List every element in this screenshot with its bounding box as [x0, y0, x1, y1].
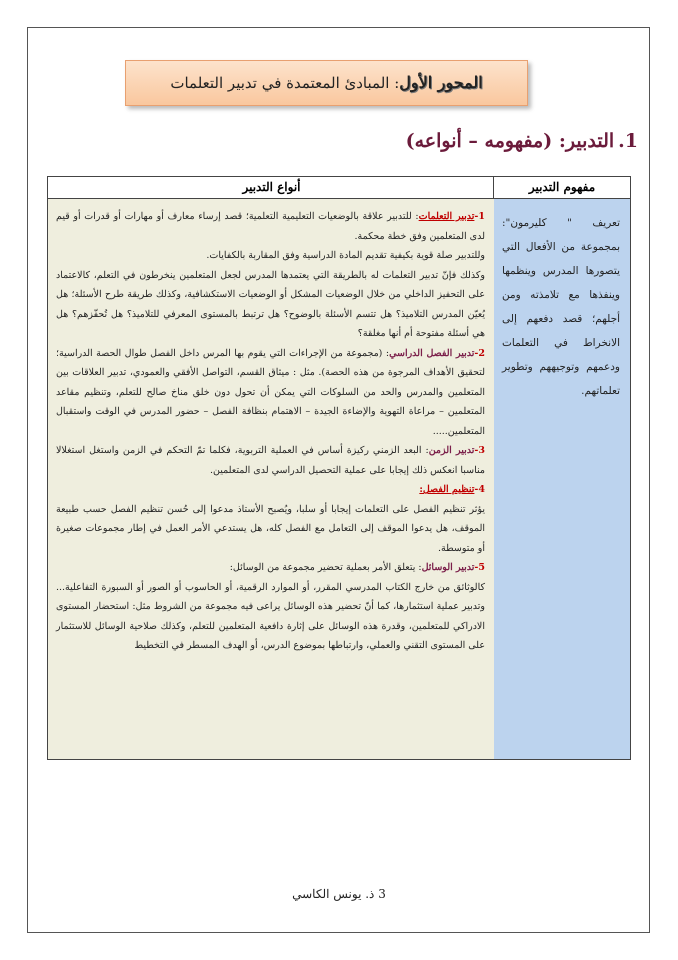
type-1: [56, 207, 485, 246]
content-table: [47, 176, 631, 760]
type-5: [56, 558, 485, 578]
axis-title: المبادئ المعتمدة في تدبير التعلمات: [170, 74, 390, 92]
type-3-number: 3-: [474, 445, 485, 456]
type-2-title: تدبير الفصل الدراسي: [389, 347, 475, 359]
type-3-text: : البعد الزمني ركيزة أساس في العملية التربوية، فكلما تمّ التحكم في الزمن واستغل استغلالا مناسبا انعكس ذلك إيجابا على عملية التحصيل الدراسي لدى المتعلمين.: [56, 445, 485, 476]
type-2-text: : (مجموعة من الإجراءات التي يقوم بها المرس داخل الفصل طوال الحصة الدراسية؛ لتحقيق الأهداف المرجوة من هذه الحصة). مثل : ميثاق القسم، التواصل الأفقي والعمودي، تدبير العلاقات بين المتعلمين والمدرس والحد من السلوكات التي يمكن أن تحول دون خلق مناخ صالح للتعلم، وتنظيم مقاعد المتعلمين – مراعاة التهوية والإضاءة الجيدة – الاهتمام بنظافة الفصل – حضور المدرس في الوقت واستقبال المتعلمين.....: [56, 347, 485, 437]
type-1-text: : للتدبير علاقة بالوضعيات التعليمية التعلمية؛ قصد إرساء معارف أو مهارات أو قدرات أو قيم لدى المتعلمين وفق خطة محكمة.: [56, 211, 485, 242]
footer-author: ذ. يونس الكاسي: [292, 887, 375, 901]
type-2-number: 2-: [474, 347, 485, 359]
page-number: 3: [378, 887, 386, 901]
types-cell: [48, 199, 494, 759]
type-2: [56, 344, 485, 442]
type-5-text: : يتعلق الأمر بعملية تحضير مجموعة من الوسائل:: [229, 562, 422, 573]
type-1-paragraph-2: وللتدبير صلة قوية بكيفية تقديم المادة الدراسية وفق المقاربة بالكفايات.: [206, 250, 485, 261]
type-4: [56, 480, 485, 500]
type-1-title: تدبير التعلمات: [418, 211, 475, 222]
section-heading: [406, 130, 638, 152]
concept-cell: تعريف " كليرمون": بمجموعة من الأفعال التي يتصورها المدرس وينظمها وينفذها مع تلامذته ومن أجلهم؛ قصد دفعهم إلى الانخراط في التعلمات ودعمهم وتوجيههم وتطوير تعلماتهم.: [493, 199, 630, 759]
axis-label: المحور الأول: [399, 73, 483, 92]
section-title: التدبير: (مفهومه – أنواعه): [405, 130, 615, 152]
type-4-text: يؤثر تنظيم الفصل على التعلمات إيجابا أو سلبا، ويُصبح الأستاذ مدعوا إلى حُسن تنظيم الفصل حسب طبيعة الموقف، هل يدعوا الموقف إلى التعامل مع الفصل كله، هل يستدعي الأمر العمل في إطار مجموعات صغيرة أو متوسطة.: [56, 503, 485, 554]
axis-banner: [125, 60, 528, 106]
page-footer: [0, 887, 678, 901]
type-4-number: 4-: [474, 484, 485, 495]
type-3: [56, 441, 485, 480]
type-5-title: تدبير الوسائل: [421, 562, 475, 573]
type-1-number: 1-: [474, 211, 485, 222]
type-3-title: تدبير الزمن: [428, 445, 475, 456]
axis-separator: :: [389, 74, 400, 92]
section-number: 1.: [618, 130, 638, 152]
type-5-paragraph-2: كالوثائق من خارج الكتاب المدرسي المقرر، أو الموارد الرقمية، أو الحاسوب أو الصور أو السبورة التفاعلية... وتدبير عملية استثمارها، كما أنّ تحضير هذه الوسائل يراعى فيه مجموعة من الشروط مثل: استحضار المستوى الادراكي للمتعلمين، وقدرة هذه الوسائل على إثارة دافعية المتعلمين للتعلم، وكذلك صلاحية الوسائل للاستثمار على المستوى التقني والعملي، وارتباطها بموضوع الدرس، أو الهدف المسطر في التخطيط: [56, 581, 485, 651]
type-5-number: 5-: [474, 562, 485, 573]
header-types: أنواع التدبير: [48, 177, 495, 199]
header-concept: مفهوم التدبير: [493, 177, 630, 199]
type-1-paragraph-3: وكذلك فإنّ تدبير التعلمات له بالطريقة التي يعتمدها المدرس لجعل المتعلمين ينخرطون في التعلم، كالاعتماد على التحفيز الداخلي من خلال الوضعيات المشكل أو الوضعيات الاستكشافية، وكذلك طريقة طرح الأسئلة؛ هل يُعيّن المدرس التلاميذ؟ هل تتسم الأسئلة بالوضوح؟ هل ترتبط بالمستوى المعرفي للتلاميذ؟ هل تُحفّزهم؟ هل هي أسئلة مفتوحة أم أنها مغلقة؟: [56, 269, 485, 339]
type-4-title: تنظيم الفصل:: [419, 484, 475, 495]
